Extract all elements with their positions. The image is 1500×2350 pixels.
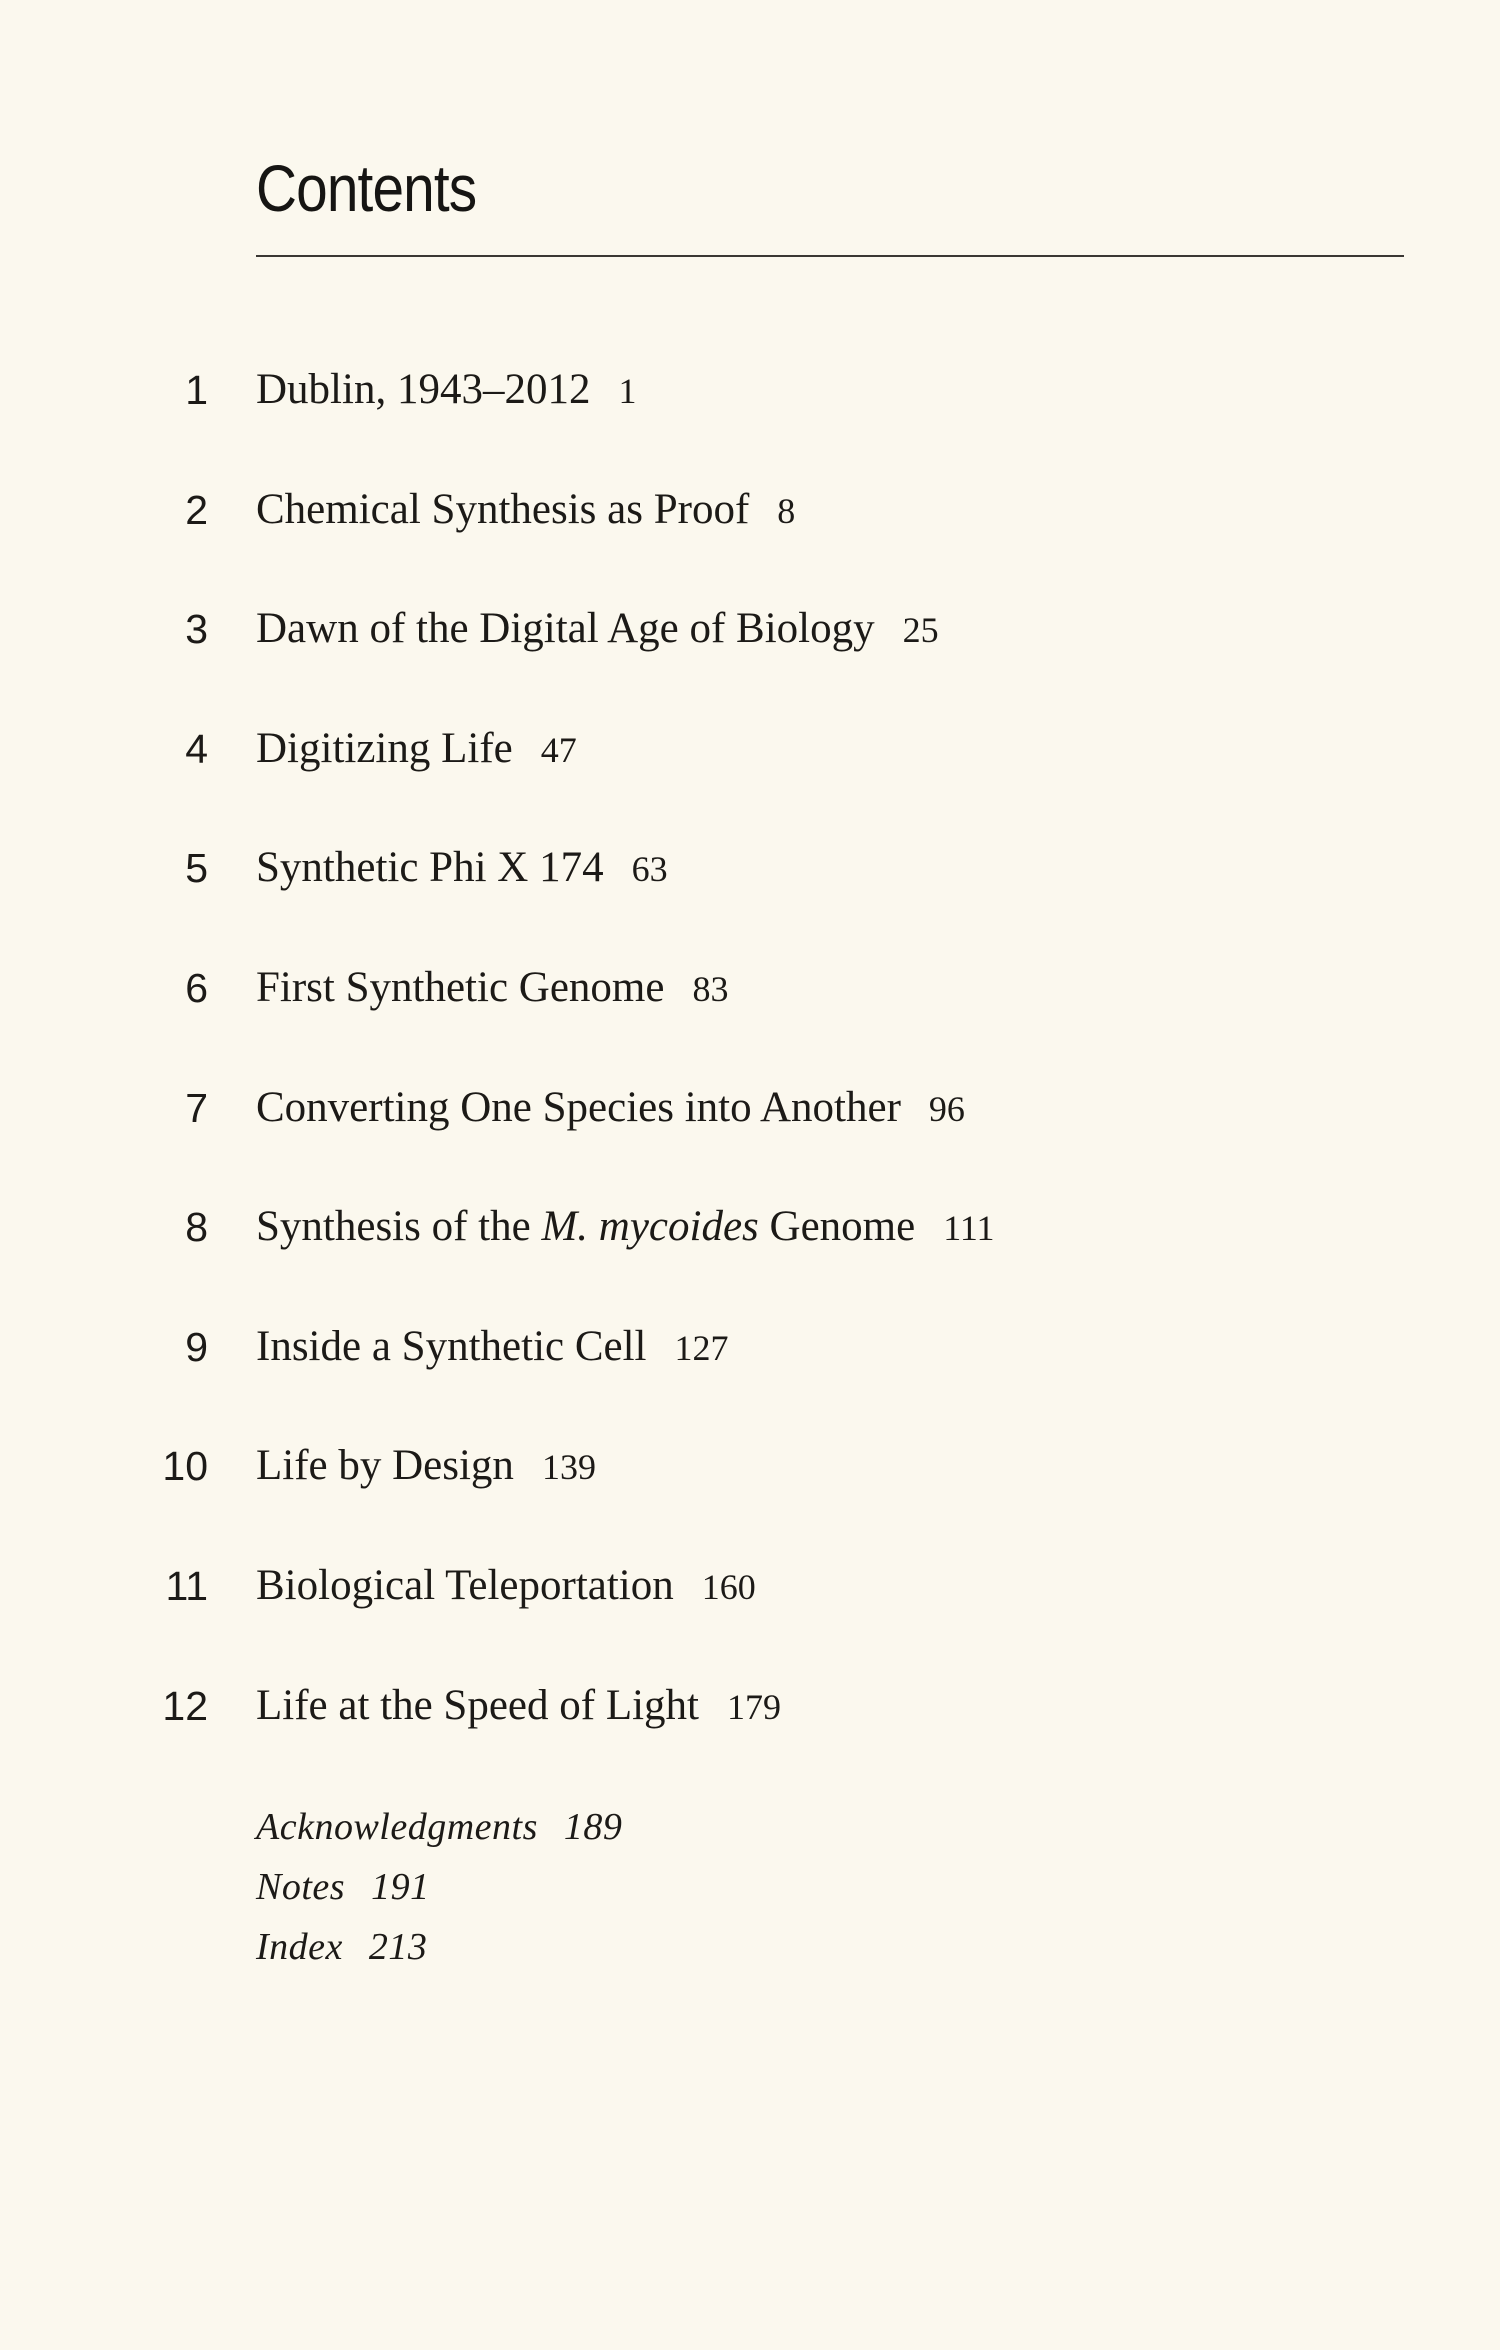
toc-entry-8[interactable] [0, 1199, 1500, 1319]
chapter-title-text: First Synthetic Genome [256, 963, 665, 1011]
chapter-page-number: 96 [928, 1088, 965, 1129]
chapter-title [256, 960, 728, 1017]
chapter-title [256, 482, 795, 539]
chapter-title-text: Life by Design [256, 1442, 514, 1490]
back-matter-page: 191 [371, 1866, 430, 1908]
back-matter-index[interactable] [256, 1917, 622, 1977]
toc-entry-10[interactable] [0, 1438, 1500, 1558]
chapter-title [256, 1678, 781, 1735]
toc-entry-7[interactable] [0, 1080, 1500, 1200]
chapter-title [256, 1319, 729, 1376]
chapter-title-italic: M. mycoides [541, 1203, 759, 1251]
back-matter-title: Acknowledgments [256, 1806, 538, 1848]
toc-entry-12[interactable] [0, 1678, 1500, 1798]
chapter-title [256, 601, 939, 658]
back-matter-list [256, 1797, 622, 1977]
chapter-title [256, 721, 577, 778]
chapter-title-text: Inside a Synthetic Cell [256, 1322, 647, 1370]
page-title: Contents [256, 151, 477, 225]
chapter-page-number: 127 [674, 1327, 729, 1368]
chapter-page-number: 63 [631, 849, 668, 890]
chapter-page-number: 139 [541, 1447, 596, 1488]
chapter-title-text-before: Synthesis of the [256, 1203, 542, 1251]
chapter-number: 4 [185, 725, 208, 772]
chapter-page-number: 179 [727, 1686, 781, 1727]
chapter-number: 11 [165, 1562, 208, 1609]
chapter-title [256, 1438, 596, 1495]
chapter-page-number: 25 [902, 610, 939, 651]
chapter-title [256, 1199, 995, 1256]
chapter-title-text-after: Genome [758, 1203, 916, 1251]
chapter-number: 7 [185, 1084, 208, 1131]
chapter-title-text: Digitizing Life [256, 724, 513, 772]
chapter-title-text: Chemical Synthesis as Proof [256, 485, 750, 533]
chapter-title-text: Dawn of the Digital Age of Biology [256, 605, 875, 653]
title-rule [256, 255, 1404, 257]
chapter-number: 2 [185, 486, 208, 533]
back-matter-acknowledgments[interactable] [256, 1797, 622, 1857]
chapter-number: 9 [185, 1323, 208, 1370]
chapter-page-number: 47 [540, 729, 577, 770]
chapter-number: 3 [185, 606, 208, 653]
toc-entry-1[interactable] [0, 362, 1500, 482]
back-matter-title: Notes [256, 1866, 346, 1908]
chapter-number: 1 [185, 367, 208, 413]
chapter-number: 5 [185, 845, 208, 892]
toc-entry-2[interactable] [0, 482, 1500, 602]
chapter-title-text: Synthetic Phi X 174 [256, 844, 604, 892]
chapter-number: 12 [162, 1682, 208, 1729]
chapter-title [256, 1558, 756, 1615]
toc-entry-3[interactable] [0, 601, 1500, 721]
chapter-title [256, 840, 668, 897]
toc-entry-6[interactable] [0, 960, 1500, 1080]
table-of-contents [0, 362, 1500, 1797]
back-matter-title: Index [256, 1926, 343, 1968]
back-matter-page: 189 [563, 1806, 623, 1848]
chapter-number: 8 [185, 1204, 208, 1251]
chapter-page-number: 111 [943, 1208, 995, 1249]
chapter-title-text: Life at the Speed of Light [256, 1681, 699, 1729]
chapter-page-number: 83 [692, 968, 729, 1009]
chapter-title-text: Biological Teleportation [256, 1561, 674, 1609]
back-matter-page: 213 [368, 1926, 428, 1968]
chapter-title [256, 1080, 965, 1137]
chapter-page-number: 8 [777, 490, 796, 531]
chapter-title [256, 362, 636, 419]
chapter-title-text: Converting One Species into Another [256, 1083, 901, 1131]
chapter-number: 6 [185, 964, 208, 1011]
toc-entry-11[interactable] [0, 1558, 1500, 1678]
chapter-page-number: 1 [618, 371, 637, 411]
chapter-number: 10 [162, 1443, 208, 1490]
chapter-title-text: Dublin, 1943–2012 [256, 366, 591, 413]
chapter-page-number: 160 [701, 1566, 756, 1607]
toc-entry-5[interactable] [0, 840, 1500, 960]
toc-entry-4[interactable] [0, 721, 1500, 841]
toc-entry-9[interactable] [0, 1319, 1500, 1439]
back-matter-notes[interactable] [256, 1857, 622, 1917]
